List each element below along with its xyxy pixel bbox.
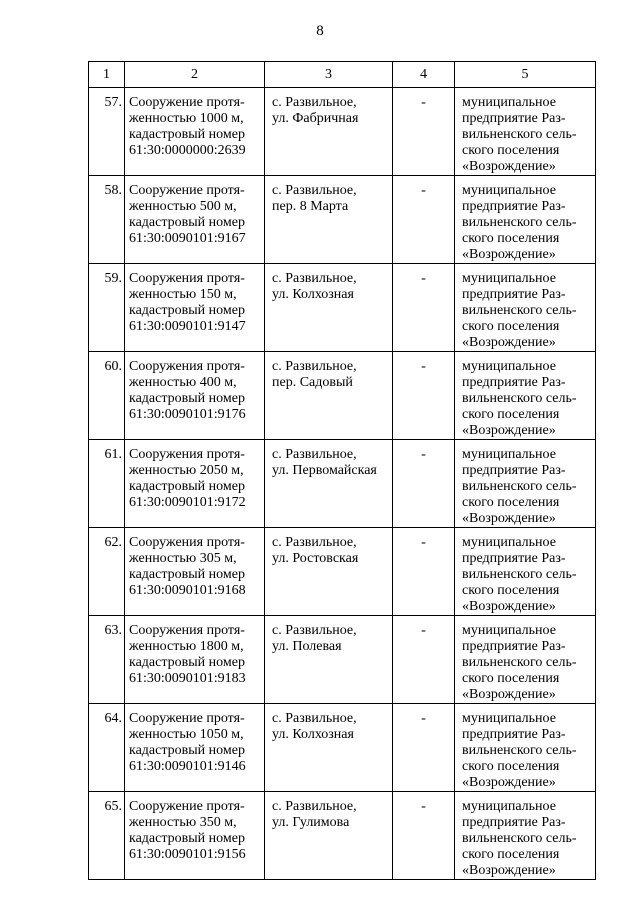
organization-line: ского поселения [462, 407, 560, 422]
organization-line: вильненского сель- [462, 743, 577, 758]
address-line: ул. Полевая [272, 639, 342, 654]
object-name-line: кадастровый номер [129, 391, 245, 406]
column-4-cell: - [393, 528, 455, 616]
organization-line: предприятие Раз- [462, 287, 566, 302]
object-name-line: Сооружение протя- [129, 711, 245, 726]
object-name-line: женностью 500 м, [129, 199, 237, 214]
object-name-line: женностью 2050 м, [129, 463, 244, 478]
organization-line: ского поселения [462, 759, 560, 774]
row-number: 58. [89, 176, 125, 264]
organization-line: муниципальное [462, 799, 556, 814]
organization-line: ского поселения [462, 671, 560, 686]
object-name-line: 61:30:0090101:9168 [129, 583, 246, 598]
object-name-line: 61:30:0090101:9183 [129, 671, 246, 686]
header-row [89, 62, 596, 88]
column-4-cell: - [393, 704, 455, 792]
address-line: ул. Колхозная [272, 727, 354, 742]
object-name-line: кадастровый номер [129, 127, 245, 142]
organization-line: предприятие Раз- [462, 551, 566, 566]
address-cell [265, 264, 393, 352]
table-body [89, 88, 596, 880]
row-number: 62. [89, 528, 125, 616]
object-name-line: Сооружения протя- [129, 447, 245, 462]
address-line: с. Развильное, [272, 535, 357, 550]
organization-line: «Возрождение» [462, 423, 556, 438]
organization-line: предприятие Раз- [462, 375, 566, 390]
object-name-cell [125, 264, 265, 352]
address-line: с. Развильное, [272, 359, 357, 374]
column-4-cell: - [393, 440, 455, 528]
object-name-cell [125, 176, 265, 264]
header-col-1: 1 [89, 62, 125, 88]
organization-line: предприятие Раз- [462, 463, 566, 478]
object-name-line: Сооружения протя- [129, 271, 245, 286]
address-cell [265, 440, 393, 528]
object-name-line: кадастровый номер [129, 479, 245, 494]
address-line: с. Развильное, [272, 623, 357, 638]
organization-line: муниципальное [462, 183, 556, 198]
organization-line: предприятие Раз- [462, 639, 566, 654]
object-name-line: Сооружения протя- [129, 623, 245, 638]
organization-line: муниципальное [462, 271, 556, 286]
object-name-line: женностью 305 м, [129, 551, 237, 566]
row-number: 61. [89, 440, 125, 528]
organization-line: «Возрождение» [462, 687, 556, 702]
organization-line: муниципальное [462, 535, 556, 550]
header-col-4: 4 [393, 62, 455, 88]
object-name-line: Сооружения протя- [129, 359, 245, 374]
object-name-cell [125, 792, 265, 880]
organization-cell [455, 352, 596, 440]
organization-line: муниципальное [462, 95, 556, 110]
address-line: ул. Фабричная [272, 111, 359, 126]
organization-line: вильненского сель- [462, 831, 577, 846]
table-row [89, 792, 596, 880]
organization-line: вильненского сель- [462, 567, 577, 582]
organization-line: ского поселения [462, 143, 560, 158]
table-row [89, 352, 596, 440]
address-cell [265, 176, 393, 264]
organization-cell [455, 704, 596, 792]
organization-line: ского поселения [462, 319, 560, 334]
address-cell [265, 88, 393, 176]
address-cell [265, 792, 393, 880]
header-col-3: 3 [265, 62, 393, 88]
object-name-line: Сооружение протя- [129, 95, 245, 110]
table-row [89, 264, 596, 352]
object-name-line: кадастровый номер [129, 215, 245, 230]
object-name-cell [125, 440, 265, 528]
object-name-line: женностью 400 м, [129, 375, 237, 390]
object-name-line: 61:30:0090101:9167 [129, 231, 246, 246]
address-line: пер. 8 Марта [272, 199, 349, 214]
object-name-cell [125, 616, 265, 704]
column-4-cell: - [393, 176, 455, 264]
object-name-line: Сооружение протя- [129, 183, 245, 198]
organization-line: муниципальное [462, 711, 556, 726]
organization-line: ского поселения [462, 847, 560, 862]
column-4-cell: - [393, 352, 455, 440]
object-name-line: 61:30:0090101:9146 [129, 759, 246, 774]
organization-line: «Возрождение» [462, 159, 556, 174]
object-name-line: кадастровый номер [129, 743, 245, 758]
organization-cell [455, 616, 596, 704]
column-4-cell: - [393, 88, 455, 176]
address-cell [265, 528, 393, 616]
organization-cell [455, 264, 596, 352]
object-name-line: Сооружения протя- [129, 535, 245, 550]
row-number: 57. [89, 88, 125, 176]
organization-line: вильненского сель- [462, 127, 577, 142]
object-name-line: 61:30:0090101:9176 [129, 407, 246, 422]
object-name-line: 61:30:0000000:2639 [129, 143, 246, 158]
property-table [88, 61, 596, 880]
object-name-line: Сооружение протя- [129, 799, 245, 814]
row-number: 64. [89, 704, 125, 792]
organization-line: «Возрождение» [462, 511, 556, 526]
table-row [89, 528, 596, 616]
organization-line: «Возрождение» [462, 599, 556, 614]
table-row [89, 440, 596, 528]
object-name-line: женностью 1050 м, [129, 727, 244, 742]
row-number: 65. [89, 792, 125, 880]
address-line: ул. Первомайская [272, 463, 377, 478]
object-name-line: 61:30:0090101:9147 [129, 319, 246, 334]
header-col-5: 5 [455, 62, 596, 88]
object-name-line: женностью 350 м, [129, 815, 237, 830]
organization-line: ского поселения [462, 231, 560, 246]
object-name-line: кадастровый номер [129, 655, 245, 670]
page-number: 8 [316, 23, 324, 39]
address-line: с. Развильное, [272, 271, 357, 286]
organization-cell [455, 792, 596, 880]
address-line: ул. Колхозная [272, 287, 354, 302]
address-line: с. Развильное, [272, 799, 357, 814]
organization-cell [455, 528, 596, 616]
column-4-cell: - [393, 264, 455, 352]
organization-line: муниципальное [462, 447, 556, 462]
table-row [89, 88, 596, 176]
table-row [89, 616, 596, 704]
organization-line: предприятие Раз- [462, 815, 566, 830]
organization-cell [455, 176, 596, 264]
organization-line: «Возрождение» [462, 775, 556, 790]
organization-line: вильненского сель- [462, 303, 577, 318]
column-4-cell: - [393, 616, 455, 704]
organization-line: ского поселения [462, 583, 560, 598]
object-name-cell [125, 528, 265, 616]
object-name-line: женностью 1000 м, [129, 111, 244, 126]
organization-line: муниципальное [462, 623, 556, 638]
organization-line: «Возрождение» [462, 335, 556, 350]
organization-line: вильненского сель- [462, 655, 577, 670]
row-number: 59. [89, 264, 125, 352]
table-row [89, 704, 596, 792]
organization-line: вильненского сель- [462, 215, 577, 230]
address-line: с. Развильное, [272, 447, 357, 462]
address-line: с. Развильное, [272, 183, 357, 198]
object-name-cell [125, 352, 265, 440]
address-cell [265, 616, 393, 704]
object-name-line: 61:30:0090101:9172 [129, 495, 246, 510]
object-name-line: кадастровый номер [129, 831, 245, 846]
organization-line: ского поселения [462, 495, 560, 510]
column-4-cell: - [393, 792, 455, 880]
address-line: с. Развильное, [272, 711, 357, 726]
table-row [89, 176, 596, 264]
address-line: пер. Садовый [272, 375, 353, 390]
object-name-line: 61:30:0090101:9156 [129, 847, 246, 862]
address-cell [265, 704, 393, 792]
table-header [89, 62, 596, 88]
object-name-line: женностью 150 м, [129, 287, 237, 302]
row-number: 60. [89, 352, 125, 440]
row-number: 63. [89, 616, 125, 704]
organization-cell [455, 88, 596, 176]
object-name-line: кадастровый номер [129, 567, 245, 582]
organization-line: вильненского сель- [462, 391, 577, 406]
address-line: ул. Гулимова [272, 815, 350, 830]
organization-line: «Возрождение» [462, 247, 556, 262]
address-line: ул. Ростовская [272, 551, 359, 566]
object-name-line: кадастровый номер [129, 303, 245, 318]
organization-line: вильненского сель- [462, 479, 577, 494]
organization-cell [455, 440, 596, 528]
organization-line: «Возрождение» [462, 863, 556, 878]
address-cell [265, 352, 393, 440]
object-name-line: женностью 1800 м, [129, 639, 244, 654]
organization-line: предприятие Раз- [462, 727, 566, 742]
object-name-cell [125, 88, 265, 176]
organization-line: предприятие Раз- [462, 111, 566, 126]
organization-line: предприятие Раз- [462, 199, 566, 214]
organization-line: муниципальное [462, 359, 556, 374]
header-col-2: 2 [125, 62, 265, 88]
address-line: с. Развильное, [272, 95, 357, 110]
object-name-cell [125, 704, 265, 792]
